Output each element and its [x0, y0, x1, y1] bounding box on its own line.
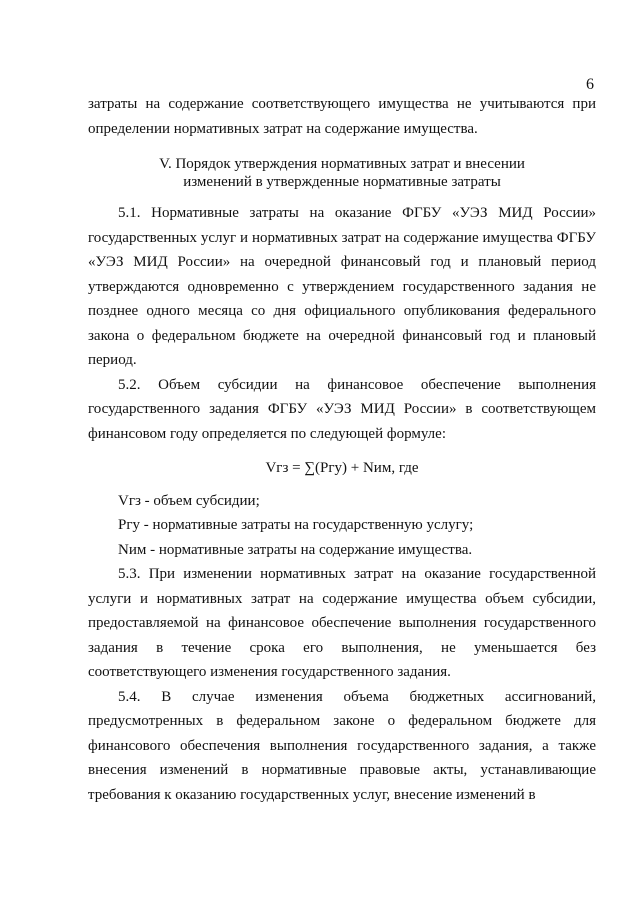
- page-number: 6: [586, 76, 594, 93]
- paragraph-5-4: 5.4. В случае изменения объема бюджетных ассигнований, предусмотренных в федеральном законе о федеральном бюджете для финансового обеспечения выполнения государственного задания, а также внесения изменений в нормативные правовые акты, устанавливающие требования к оказанию государственных услуг, внесение изменений в: [88, 688, 596, 803]
- paragraph-5-2: 5.2. Объем субсидии на финансовое обеспечение выполнения государственного задания ФГБУ «УЭЗ МИД России» в соответствующем финансовом году определяется по следующей формуле:: [88, 376, 596, 442]
- formula: Vгз = ∑(Pгу) + Nим, где: [265, 460, 419, 476]
- definition-vgz: Vгз - объем субсидии;: [118, 492, 260, 509]
- definition-pgu: Pгу - нормативные затраты на государственную услугу;: [118, 517, 474, 533]
- intro-paragraph: затраты на содержание соответствующего имущества не учитываются при определении нормативных затрат на содержание имущества.: [88, 96, 596, 137]
- section-title: [88, 155, 596, 191]
- paragraph-5-3: 5.3. При изменении нормативных затрат на оказание государственной услуги и нормативных затрат на содержание имущества объем субсидии, предоставляемой на финансовое обеспечение выполнения государственного задания в течение срока его выполнения, не уменьшается без соответствующего изменения государственного задания.: [88, 566, 596, 680]
- section-title-line-2: изменений в утвержденные нормативные затраты: [183, 174, 501, 190]
- document-body: [88, 92, 596, 807]
- paragraph-5-1: 5.1. Нормативные затраты на оказание ФГБУ «УЭЗ МИД России» государственных услуг и нормативных затрат на содержание имущества ФГБУ «УЭЗ МИД России» на очередной финансовый год и плановый период утверждаются одновременно с утверждением государственного задания не позднее одного месяца со дня официального опубликования федерального закона о федеральном бюджете на очередной финансовый год и плановый период.: [88, 205, 596, 368]
- definition-nim: Nим - нормативные затраты на содержание имущества.: [118, 541, 473, 558]
- section-title-line-1: V. Порядок утверждения нормативных затрат и внесении: [159, 156, 525, 172]
